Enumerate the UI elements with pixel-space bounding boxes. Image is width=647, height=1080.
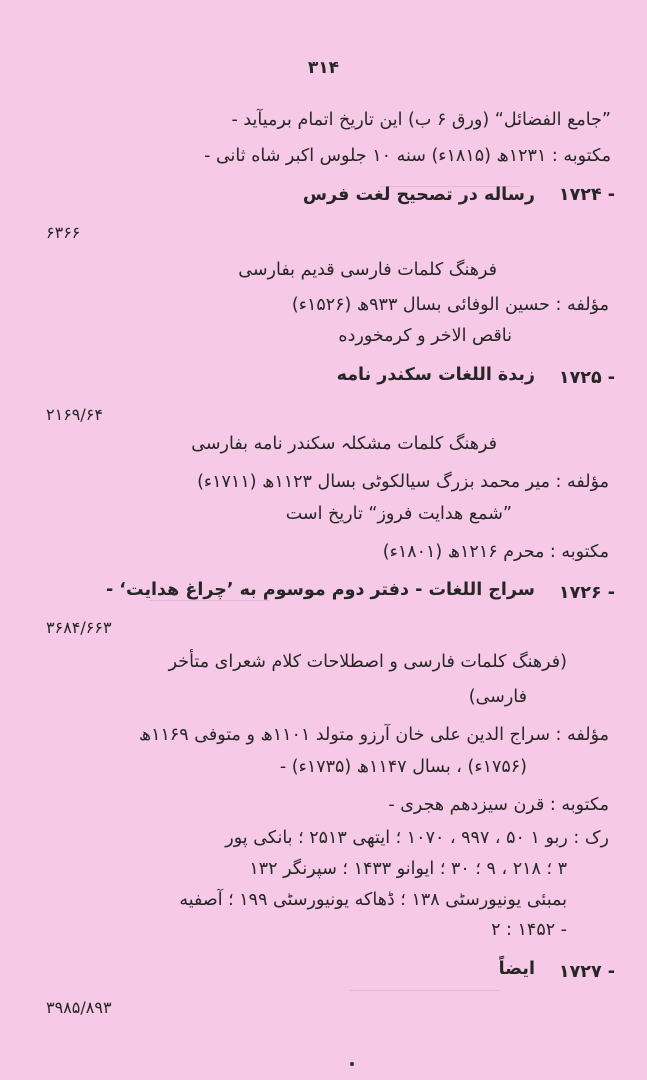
copy-date-line: مکتوبه : قرن سیزدهم هجری - [388, 795, 609, 815]
catalog-reference: ۲۱۶۹/۶۴ [46, 405, 103, 424]
text-line: ناقص الاخر و کرمخورده [338, 326, 512, 346]
entry-number: ۱۷۲۴ - [558, 185, 615, 205]
text-line: فارسی) [468, 687, 527, 707]
entry-number: ۱۷۲۷ - [558, 962, 615, 982]
text-line: ”شمع هدایت فروز“ تاریخ است [285, 504, 512, 524]
copy-date-line: مکتوبه : محرم ۱۲۱۶ھ (۱۸۰۱ء) [382, 542, 609, 562]
entry-number: ۱۷۲۵ - [558, 368, 615, 388]
catalog-reference: ۳۹۸۵/۸۹۳ [46, 998, 112, 1017]
page-number: ۳۱۴ [307, 58, 340, 78]
entry-title: سراج اللغات - دفتر دوم موسوم به ’چراغ هدایت‘ - [105, 580, 535, 600]
text-line: (۱۷۵۶ء) ، بسال ۱۱۴۷ھ (۱۷۳۵ء) - [279, 757, 527, 777]
catalog-reference: ۶۳۶۶ [46, 223, 81, 242]
bleed-through-mark [350, 990, 500, 991]
reference-line: رک : ربو ۱ ۵۰ ، ۹۹۷ ، ۱۰۷۰ ؛ ایتهی ۲۵۱۳ ؛ بانکی پور [225, 828, 609, 848]
reference-line: ۳ ؛ ۲۱۸ ، ۹ ؛ ۳۰ ؛ ایوانو ۱۴۳۳ ؛ سپرنگر ۱۳۲ [249, 859, 567, 879]
entry-title: زبدة اللغات سکندر نامه [336, 365, 535, 385]
text-line: ”جامع الفضائل“ (ورق ۶ ب) این تاریخ اتمام برمیآید - [231, 110, 611, 130]
reference-line: بمبئی یونیورسٹی ۱۳۸ ؛ ڈھاکه یونیورسٹی ۱۹۹ ؛ آصفیه [179, 890, 567, 910]
text-line: مکتوبه : ۱۲۳۱ھ (۱۸۱۵ء) سنه ۱۰ جلوس اکبر شاه ثانی - [204, 146, 611, 166]
entry-number: ۱۷۲۶ - [558, 583, 615, 603]
author-line: مؤلفه : حسین الوفائی بسال ۹۳۳ھ (۱۵۲۶ء) [291, 295, 609, 315]
catalog-reference: ۳۶۸۴/۶۶۳ [46, 618, 112, 637]
page-dot-mark [350, 1062, 354, 1066]
reference-line: ۲ : ۱۴۵۲ - [491, 920, 567, 940]
entry-title: ایضاً [498, 959, 535, 979]
text-line: فرهنگ کلمات مشکلہ سکندر نامه بفارسی [191, 434, 497, 454]
author-line: مؤلفه : سراج الدین علی خان آرزو متولد ۱۱۰۱ھ و متوفی ۱۱۶۹ھ [138, 725, 609, 745]
author-line: مؤلفه : میر محمد بزرگ سیالکوٹی بسال ۱۱۲۳ھ (۱۷۱۱ء) [197, 472, 609, 492]
text-line: فرهنگ کلمات فارسی قدیم بفارسی [238, 260, 497, 280]
entry-title: رساله در تصحیح لغت فرس [302, 185, 535, 205]
text-line: (فرهنگ کلمات فارسی و اصطلاحات کلام شعرای متأخر [168, 652, 567, 672]
